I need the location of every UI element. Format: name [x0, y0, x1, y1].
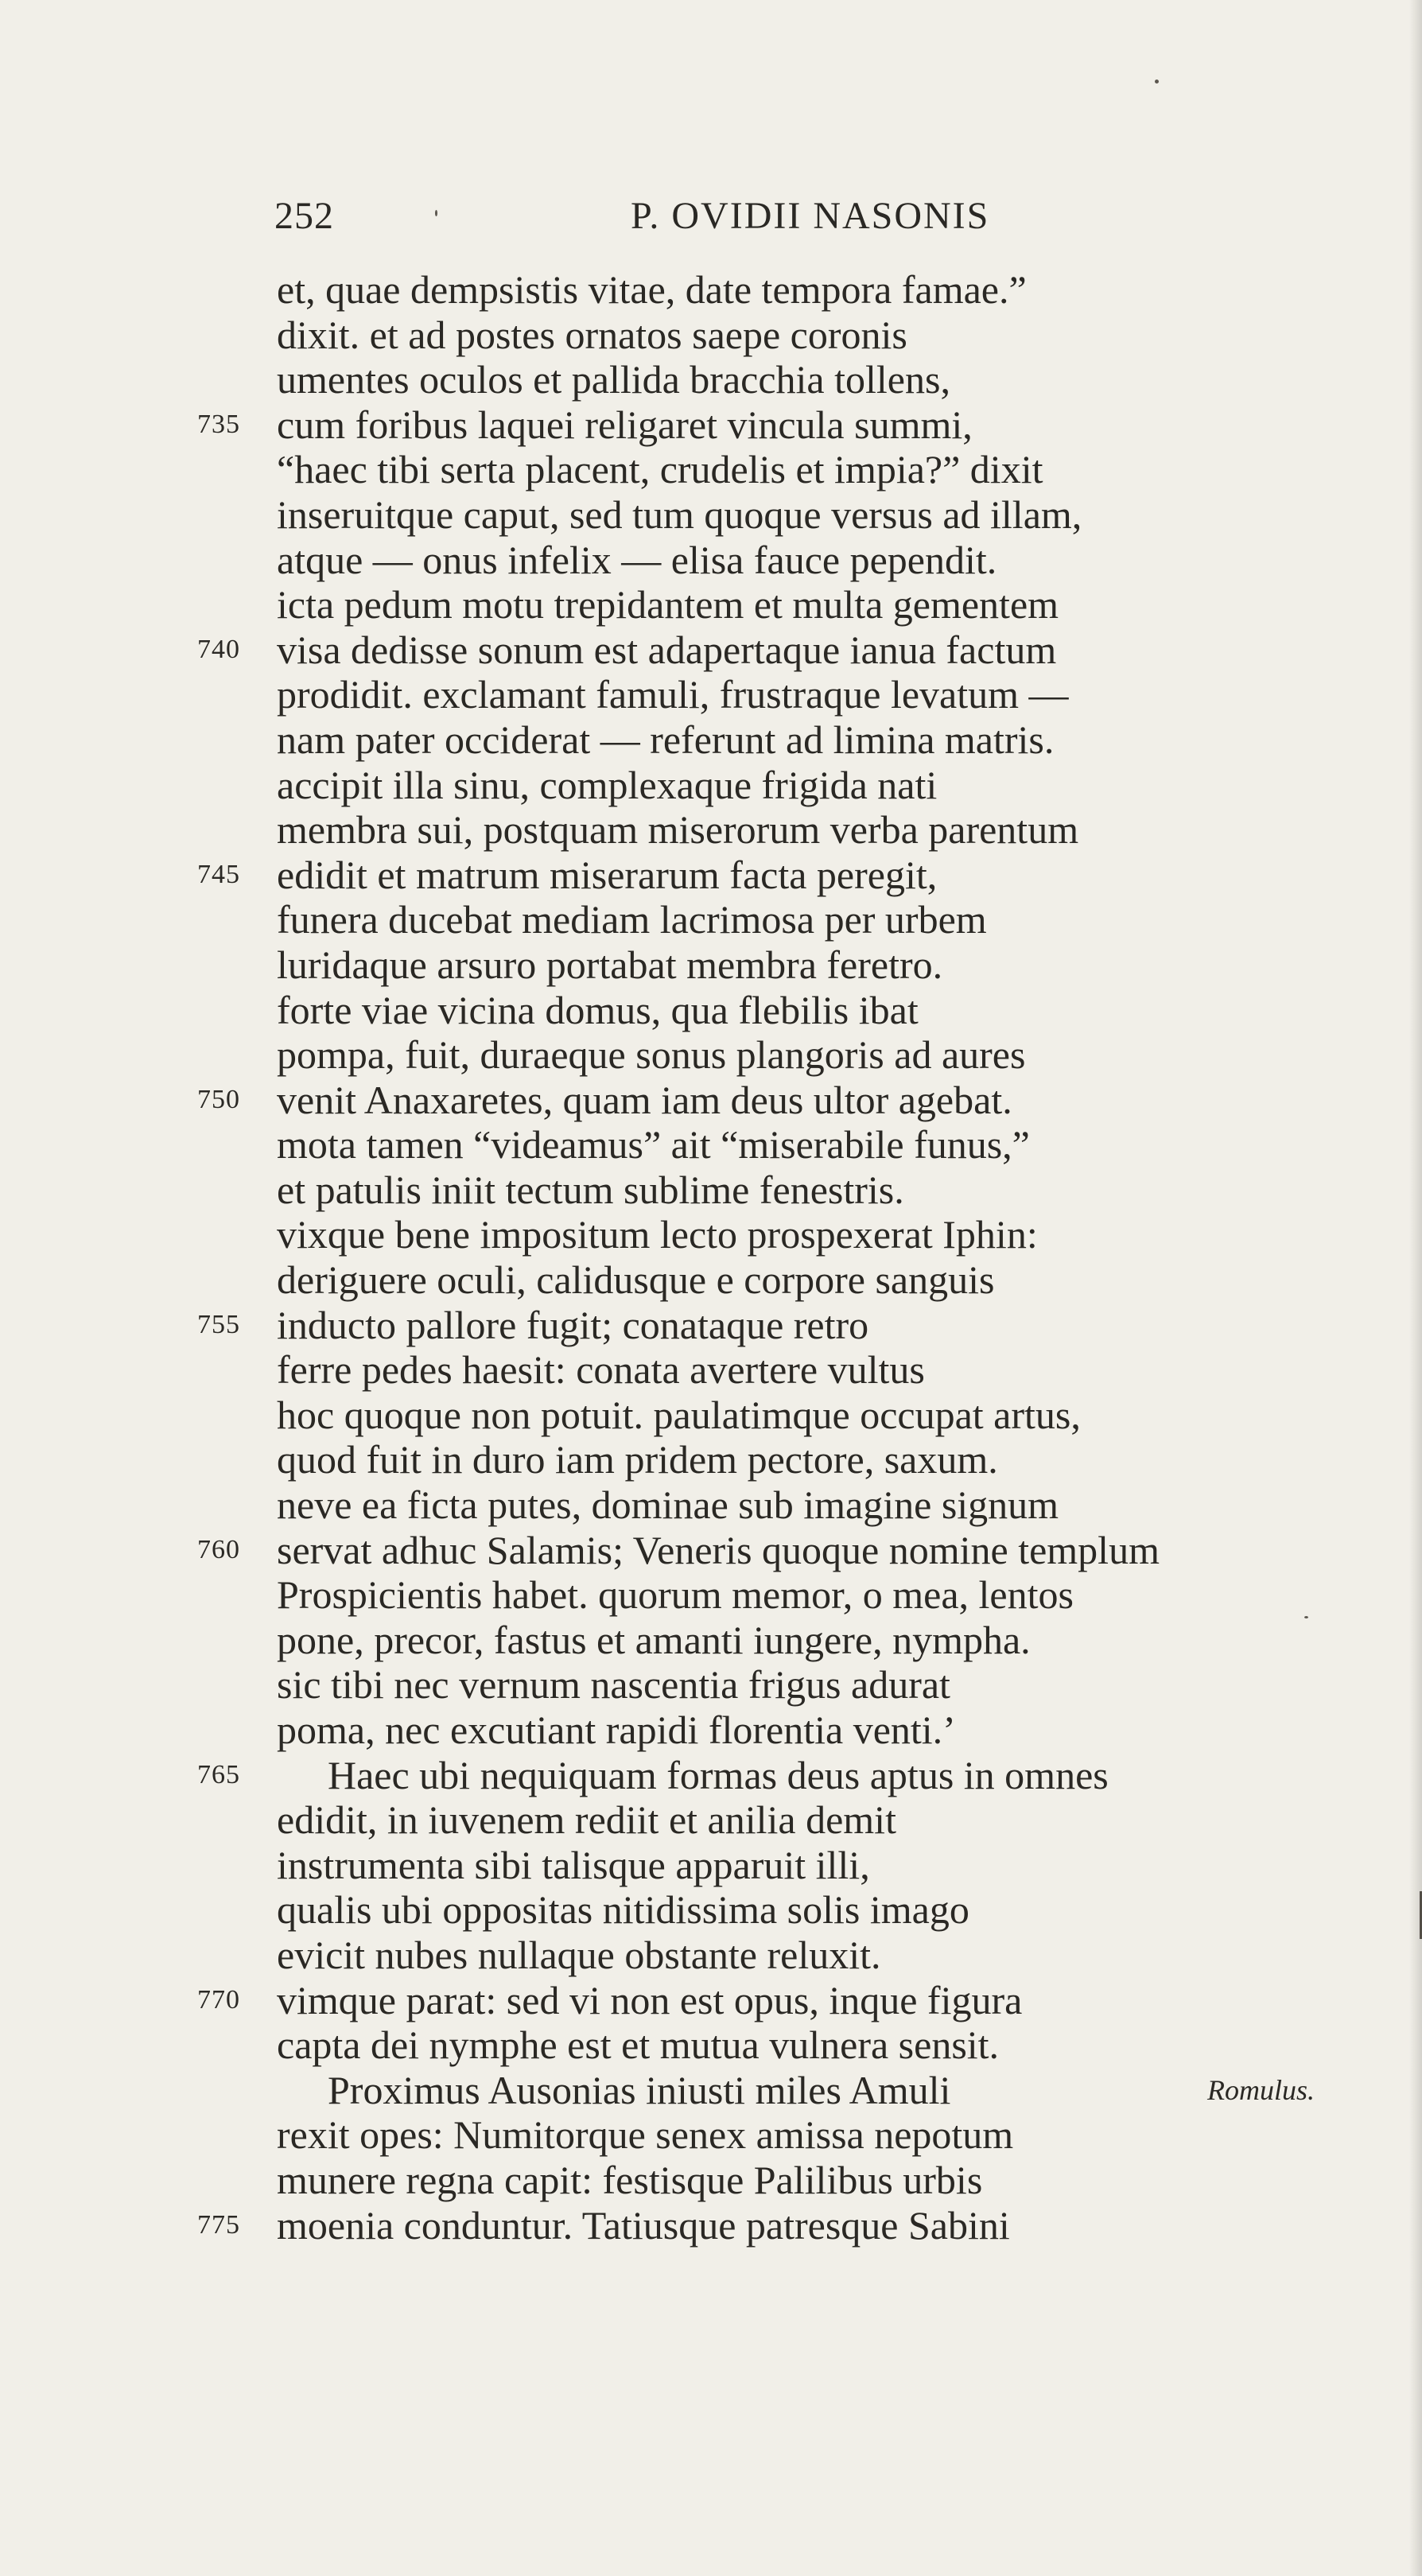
verse-line: [0, 1482, 1422, 1528]
verse-line-text: et patulis iniit tectum sublime fenestris.: [277, 1167, 904, 1212]
verse-line: [0, 267, 1422, 313]
verse-line: [0, 2158, 1422, 2203]
verse-line-text: pompa, fuit, duraeque sonus plangoris ad aures: [277, 1032, 1026, 1078]
verse-line-text: atque — onus infelix — elisa fauce pependit.: [277, 537, 997, 582]
line-number: 740: [197, 634, 240, 664]
verse-line: [0, 2022, 1422, 2068]
verse-line: [0, 807, 1422, 853]
verse-line-text: umentes oculos et pallida bracchia tollens,: [277, 357, 950, 402]
line-number: 775: [197, 2209, 240, 2240]
verse-line-text: dixit. et ad postes ornatos saepe coronis: [277, 312, 907, 357]
verse-line-text: instrumenta sibi talisque apparuit illi,: [277, 1842, 870, 1887]
verse-line-text: vixque bene impositum lecto prospexerat Iphin:: [277, 1212, 1038, 1257]
verse-line: [0, 1978, 1422, 2023]
verse-line-text: deriguere oculi, calidusque e corpore sanguis: [277, 1257, 995, 1303]
verse-line-text: cum foribus laquei religaret vincula summi,: [277, 402, 973, 447]
verse-line-text: hoc quoque non potuit. paulatimque occupat artus,: [277, 1392, 1081, 1437]
verse-line: [0, 447, 1422, 492]
verse-line: [0, 942, 1422, 988]
verse-line-text: venit Anaxaretes, quam iam deus ultor agebat.: [277, 1077, 1012, 1122]
verse-line-text: moenia conduntur. Tatiusque patresque Sabini: [277, 2202, 1010, 2248]
verse-line-text: vimque parat: sed vi non est opus, inque figura: [277, 1977, 1023, 2022]
verse-line: [0, 1753, 1422, 1798]
verse-line-text: neve ea ficta putes, dominae sub imagine signum: [277, 1482, 1059, 1528]
verse-line: [0, 1303, 1422, 1348]
verse-line-text: visa dedisse sonum est adapertaque ianua factum: [277, 627, 1057, 672]
page-header: [274, 194, 1006, 250]
verse-line: [0, 897, 1422, 942]
verse-line: [0, 763, 1422, 808]
verse-line: [0, 1032, 1422, 1078]
verse-line-text: nam pater occiderat — referunt ad limina matris.: [277, 717, 1055, 762]
paper-speck: [1304, 1616, 1308, 1618]
verse-line: [0, 313, 1422, 358]
verse-line-text: “haec tibi serta placent, crudelis et impia?” dixit: [277, 447, 1043, 492]
verse-line-text: rexit opes: Numitorque senex amissa nepotum: [277, 2112, 1014, 2158]
verse-line-text: edidit, in iuvenem rediit et anilia demit: [277, 1797, 896, 1843]
verse-line-text: inducto pallore fugit; conataque retro: [277, 1302, 869, 1347]
verse-line-text: poma, nec excutiant rapidi florentia venti.’: [277, 1708, 956, 1752]
verse-line: [0, 1618, 1422, 1663]
verse-line-text: prodidit. exclamant famuli, frustraque levatum —: [277, 672, 1069, 717]
verse-line: [0, 2112, 1422, 2158]
verse-line-text: sic tibi nec vernum nascentia frigus adurat: [277, 1662, 950, 1708]
verse-line: [0, 1393, 1422, 1438]
verse-line-text: Proximus Ausonias iniusti miles Amuli: [328, 2067, 951, 2112]
verse-line: [0, 1257, 1422, 1303]
verse-line: [0, 402, 1422, 448]
verse-line: [0, 853, 1422, 898]
verse-line: [0, 492, 1422, 538]
verse-line: [0, 2203, 1422, 2248]
verse-line-text: inseruitque caput, sed tum quoque versus ad illam,: [277, 491, 1082, 537]
line-number: 745: [197, 859, 240, 889]
verse-line: [0, 1797, 1422, 1843]
verse-line: [0, 1437, 1422, 1482]
verse-line: [0, 2068, 1422, 2113]
verse-line-text: quod fuit in duro iam pridem pectore, saxum.: [277, 1437, 998, 1482]
verse-line: [0, 1212, 1422, 1257]
verse-line-text: munere regna capit: festisque Palilibus urbis: [277, 2157, 983, 2202]
verse-line: [0, 538, 1422, 583]
verse-line: [0, 1572, 1422, 1618]
verse-line-text: accipit illa sinu, complexaque frigida nati: [277, 762, 938, 807]
line-number: 770: [197, 1984, 240, 2015]
verse-line: [0, 1168, 1422, 1213]
verse-line-text: mota tamen “videamus” ait “miserabile funus,”: [277, 1122, 1030, 1168]
line-number: 735: [197, 409, 240, 439]
verse-line: [0, 717, 1422, 763]
page-edge-shadow: [1409, 0, 1422, 2576]
verse-line: [0, 1122, 1422, 1168]
line-number: 760: [197, 1534, 240, 1564]
verse-line-text: Prospicientis habet. quorum memor, o mea, lentos: [277, 1572, 1074, 1618]
verse-line: [0, 1887, 1422, 1933]
line-number: 750: [197, 1084, 240, 1114]
verse-line: [0, 1528, 1422, 1573]
verse-line-text: qualis ubi oppositas nitidissima solis imago: [277, 1887, 969, 1933]
page-number: 252: [274, 195, 334, 237]
verse-line: [0, 1662, 1422, 1708]
verse-line-text: icta pedum motu trepidantem et multa gementem: [277, 582, 1059, 627]
verse-line-text: membra sui, postquam miserorum verba parentum: [277, 807, 1079, 853]
verse-line: [0, 1078, 1422, 1123]
paper-speck: [1155, 80, 1159, 84]
verse-line: [0, 1933, 1422, 1978]
verse-line-text: capta dei nymphe est et mutua vulnera sensit.: [277, 2022, 1000, 2068]
verse-line: [0, 627, 1422, 673]
running-title: P. OVIDII NASONIS: [631, 195, 990, 237]
verse-line: [0, 357, 1422, 402]
line-number: 765: [197, 1759, 240, 1789]
verse-line-text: servat adhuc Salamis; Veneris quoque nomine templum: [277, 1527, 1160, 1572]
verse-line: [0, 672, 1422, 717]
verse-line-text: pone, precor, fastus et amanti iungere, nympha.: [277, 1617, 1031, 1662]
verse-line-text: evicit nubes nullaque obstante reluxit.: [277, 1932, 881, 1977]
verse-line: [0, 1708, 1422, 1753]
verse-line-text: Haec ubi nequiquam formas deus aptus in omnes: [328, 1752, 1109, 1797]
verse-line: [0, 988, 1422, 1033]
paper-speck: [435, 210, 437, 216]
verse-line-text: luridaque arsuro portabat membra feretro.: [277, 942, 943, 987]
verse-line: [0, 582, 1422, 627]
verse-line: [0, 1843, 1422, 1888]
verse-line-text: ferre pedes haesit: conata avertere vultus: [277, 1347, 925, 1393]
verse-line: [0, 1347, 1422, 1393]
verse-text: [0, 267, 1422, 2248]
verse-line-text: et, quae dempsistis vitae, date tempora famae.”: [277, 267, 1027, 312]
line-number: 755: [197, 1309, 240, 1339]
verse-line-text: forte viae vicina domus, qua flebilis ibat: [277, 987, 919, 1032]
marginal-note: Romulus.: [1207, 2073, 1315, 2106]
verse-line-text: funera ducebat mediam lacrimosa per urbem: [277, 897, 987, 942]
verse-line-text: edidit et matrum miserarum facta peregit,: [277, 852, 938, 897]
